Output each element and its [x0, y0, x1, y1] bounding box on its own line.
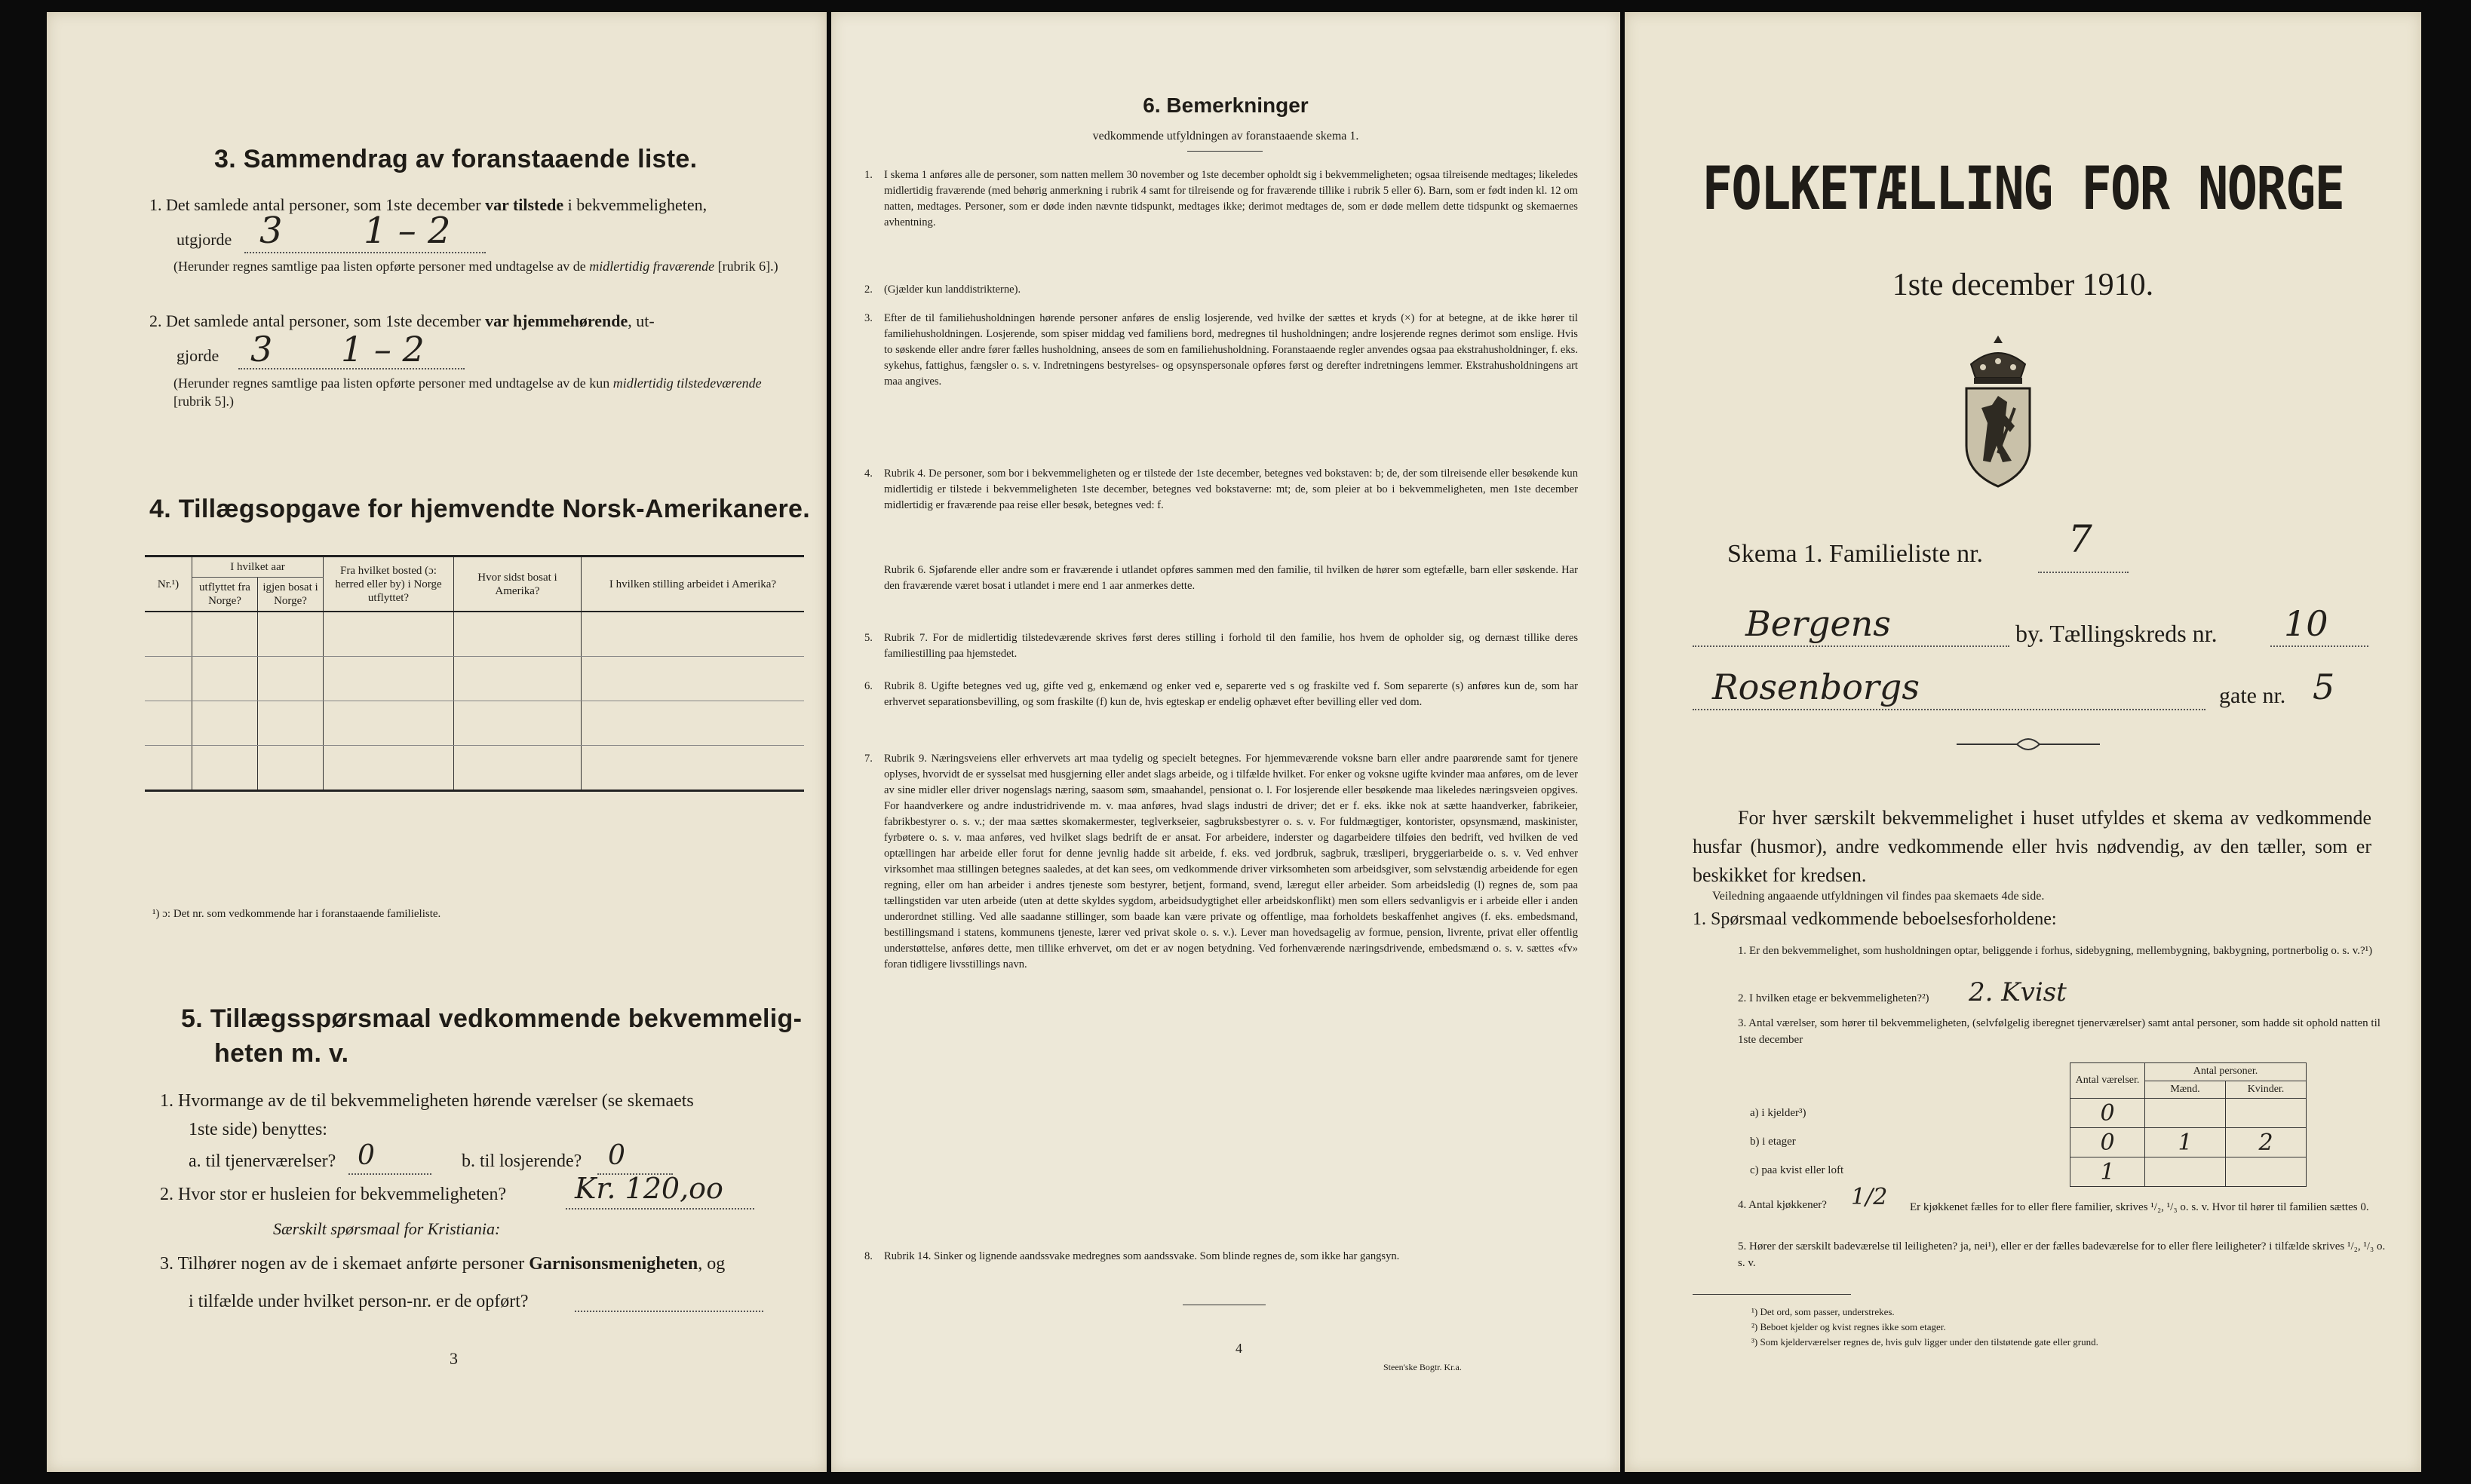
footnote-1: ¹) Det ord, som passer, understrekes. — [1751, 1306, 1895, 1317]
kreds-handwritten: 10 — [2284, 603, 2328, 644]
ornament-icon — [1957, 733, 2100, 756]
title-rule — [1187, 151, 1263, 152]
footnotes — [1751, 1305, 2098, 1350]
q1b-handwritten: 0 — [608, 1140, 625, 1171]
by-label: by. Tællingskreds nr. — [2015, 620, 2218, 647]
footnote-rule — [1693, 1294, 1851, 1295]
q2-etage: 2. I hvilken etage er bekvemmeligheten?²) — [1738, 992, 1929, 1004]
section-5-title-line-1: 5. Tillægsspørsmaal vedkommende bekvemmelig- — [181, 1004, 803, 1033]
q5-bath: 5. Hører der særskilt badeværelse til leiligheten? ja, nei¹), eller er der fælles badeværelse for to eller flere leiligheter? i tilfælde skrives ¹/₂, ¹/₃ o. s. v. — [1738, 1240, 2386, 1269]
item-2-handwritten-total: 3 — [250, 329, 273, 369]
q1a-label: a. til tjenerværelser? — [189, 1151, 336, 1171]
remark-6: 6. Rubrik 8. Ugifte betegnes ved ug, gifte ved g, enkemænd og enker ved e, separerte ved s og fraskilte ved f. Som separerte (s) anføres kun de, som har erhvervet separationsbevilling, og som fraskilte (f) kun de, hvis egteskap er endelig ophævet efter bevilling eller ved dom. — [864, 680, 1578, 708]
col-nr: Nr.¹) — [145, 556, 192, 612]
gate-dotted-line — [1693, 709, 2205, 710]
table-row: 1 — [2070, 1157, 2307, 1187]
section-3-item-1: 1. Det samlede antal personer, som 1ste december var tilstede i bekvemmeligheten, — [149, 195, 708, 214]
q2-label: 2. Hvor stor er husleien for bekvemmeligheten? — [160, 1185, 507, 1204]
bemerkninger-title: 6. Bemerkninger — [1143, 94, 1309, 117]
item-2-dotted-line — [238, 368, 465, 369]
remark-8: 8. Rubrik 14. Sinker og lignende aandssvake medregnes som aandssvake. Som blinde regnes de, som ikke har gangsyn. — [864, 1250, 1400, 1262]
occupancy-table — [2070, 1062, 2307, 1187]
by-dotted-line — [1693, 645, 2009, 647]
q1a-handwritten: 0 — [358, 1140, 375, 1171]
q1-line-2: 1ste side) benyttes: — [189, 1120, 327, 1139]
gate-handwritten: Rosenborgs — [1712, 667, 1920, 707]
item-1-note: (Herunder regnes samtlige paa listen opførte personer med undtagelse av de midlertidig fraværende [rubrik 6].) — [173, 259, 778, 274]
by-handwritten: Bergens — [1745, 603, 1891, 644]
q1a-dotted-line — [348, 1173, 431, 1175]
section-4-footnote: ¹) ɔ: Det nr. som vedkommende har i foranstaaende familieliste. — [152, 908, 441, 920]
intro-note: Veiledning angaaende utfyldningen vil findes paa skemaets 4de side. — [1712, 890, 2045, 903]
q2-handwritten: 2. Kvist — [1969, 977, 2067, 1007]
q1b-label: b. til losjerende? — [462, 1151, 582, 1171]
familieliste-handwritten: 7 — [2068, 517, 2092, 561]
row-b-label: b) i etager — [1750, 1136, 1796, 1148]
census-title: FOLKETÆLLING FOR NORGE — [1702, 155, 2344, 223]
page-4 — [831, 12, 1620, 1472]
page-number-3: 3 — [450, 1349, 458, 1368]
item-1-dotted-line — [244, 252, 486, 253]
col-women: Kvinder. — [2226, 1081, 2307, 1099]
item-1-handwritten-total: 3 — [259, 210, 283, 252]
kreds-dotted-line — [2270, 645, 2368, 647]
col-emigrated: utflyttet fra Norge? — [192, 578, 258, 612]
gate-nr-handwritten: 5 — [2313, 667, 2335, 707]
section-5-title-line-2: heten m. v. — [214, 1039, 349, 1068]
q3-line-1: 3. Tilhører nogen av de i skemaet anførte personer Garnisonsmenigheten, og — [160, 1254, 726, 1274]
row-c-label: c) paa kvist eller loft — [1750, 1164, 1844, 1176]
q4-rest: Er kjøkkenet fælles for to eller flere familier, skrives ¹/₂, ¹/₃ o. s. v. Hvor til hører til familien sættes 0. — [1910, 1201, 2369, 1213]
page-3 — [47, 12, 827, 1472]
remark-4-rubrik-6: Rubrik 6. Sjøfarende eller andre som er fraværende i utlandet opføres sammen med den familie, til hvilken de hører som egtefælle, barn eller søskende. Har den fraværende været bosat i utlandet i mere end 1 aar anmerkes dette. — [884, 564, 1578, 592]
item-2-handwritten-split: 1 – 2 — [341, 329, 425, 369]
footnote-2: ²) Beboet kjelder og kvist regnes ikke som etager. — [1751, 1321, 1946, 1332]
q4-handwritten: 1/2 — [1851, 1184, 1888, 1210]
item-2-line-2: gjorde — [176, 346, 219, 365]
q2-handwritten: Kr. 120,oo — [575, 1172, 723, 1205]
kristiania-heading: Særskilt spørsmaal for Kristiania: — [273, 1219, 501, 1238]
q1-line-1: 1. Hvormange av de til bekvemmeligheten hørende værelser (se skemaets — [160, 1091, 694, 1111]
item-1-line-2: utgjorde — [176, 230, 232, 249]
row-a-label: a) i kjelder³) — [1750, 1107, 1806, 1119]
table-row: 0 1 2 — [2070, 1128, 2307, 1157]
remark-5: 5. Rubrik 7. For de midlertidig tilstedeværende skrives først deres stilling i forhold til den familie, hos hvem de opholder sig, og dernæst tillike deres familiestilling paa hjemstedet. — [864, 632, 1578, 660]
familieliste-dotted-line — [2038, 572, 2129, 573]
col-returned: igjen bosat i Norge? — [258, 578, 324, 612]
printer-mark: Steen'ske Bogtr. Kr.a. — [1383, 1362, 1462, 1372]
item-2-note: (Herunder regnes samtlige paa listen opførte personer med undtagelse av de kun midlertidig tilstedeværende [rubrik 5].) — [173, 376, 762, 409]
norway-coat-of-arms-icon — [1945, 333, 2051, 491]
table-row — [145, 701, 804, 746]
norsk-amerikanere-table — [145, 555, 804, 792]
col-persons: Antal personer. — [2145, 1063, 2307, 1081]
table-row: 0 — [2070, 1099, 2307, 1128]
table-row — [145, 746, 804, 791]
beboelse-heading: 1. Spørsmaal vedkommende beboelsesforholdene: — [1693, 909, 2057, 929]
page-number-4: 4 — [1236, 1341, 1242, 1356]
bemerkninger-subtitle: vedkommende utfyldningen av foranstaaende skema 1. — [1092, 130, 1359, 143]
col-men: Mænd. — [2145, 1081, 2226, 1099]
table-row — [145, 657, 804, 701]
section-3-item-2: 2. Det samlede antal personer, som 1ste december var hjemmehørende, ut- — [149, 311, 655, 330]
q4-kitchens: 4. Antal kjøkkener? — [1738, 1199, 1827, 1211]
remark-1: 1. I skema 1 anføres alle de personer, som natten mellem 30 november og 1ste december opholdt sig i bekvemmeligheten; ogsaa tilreisende medtages; likeledes midlertidig fraværende (med behørig anmerkning i rubrik 4 samt for tilreisende og for fraværende tillike i rubrik 5 eller 6). Barn, som er født inden kl. 12 om natten, medtages. Personer, som er døde inden nævnte tidspunkt, medtages ikke; derimot medtages de, som er døde mellem dette tidspunkt og skemaernes avhentning. — [864, 169, 1578, 228]
col-last-america: Hvor sidst bosat i Amerika? — [454, 556, 582, 612]
col-rooms: Antal værelser. — [2070, 1063, 2145, 1099]
remark-3: 3. Efter de til familiehusholdningen hørende personer anføres de enslig losjerende, ved hvilke der sættes et kryds (×) for at betegne, at de ikke hører til familiehusholdningen. Losjerende, som spiser middag ved familiens bord, medregnes til husholdningen; andre losjerende regnes derimot som enslige. Hvis to søskende eller andre fører fælles husholdning, ansees de som en familiehusholdning. Foranstaaende regler anvendes ogsaa paa ekstrahusholdninger, f. eks. sykehus, fattighus, fængsler o. s. v. Indretningens bestyrelses- og opsynspersonale opføres først og derefter indretningens lemmer. Ekstrahusholdningens art maa angives. — [864, 312, 1578, 388]
table-row — [145, 612, 804, 657]
q3-dotted-line — [575, 1311, 763, 1312]
page-1-cover — [1625, 12, 2421, 1472]
footnote-3: ³) Som kjelderværelser regnes de, hvis gulv ligger under den tilstøtende gate eller grund. — [1751, 1336, 2098, 1348]
q2-dotted-line — [566, 1208, 754, 1210]
q1-location: 1. Er den bekvemmelighet, som husholdningen optar, beliggende i forhus, sidebygning, mellembygning, bakbygning, portnerbolig o. s. v.?¹) — [1738, 945, 2373, 957]
item-1-handwritten-split: 1 – 2 — [364, 210, 451, 252]
col-position-america: I hvilken stilling arbeidet i Amerika? — [582, 556, 805, 612]
skema-label: Skema 1. Familieliste nr. — [1727, 540, 1984, 568]
col-group-year: I hvilket aar — [192, 556, 324, 578]
q3-rooms: 3. Antal værelser, som hører til bekvemmeligheten, (selvfølgelig iberegnet tjenerværelser) samt antal personer, som hadde sit ophold natten til 1ste december — [1738, 1017, 2380, 1046]
col-from-place: Fra hvilket bosted (ɔ: herred eller by) i Norge utflyttet? — [324, 556, 454, 612]
gate-label: gate nr. — [2219, 683, 2286, 708]
section-4-title: 4. Tillægsopgave for hjemvendte Norsk-Amerikanere. — [149, 495, 810, 523]
section-3-title: 3. Sammendrag av foranstaaende liste. — [214, 145, 698, 173]
intro-text: For hver særskilt bekvemmelighet i huset utfyldes et skema av vedkommende husfar (husmor), andre vedkommende eller hvis nødvendig, av den tæller, som er beskikket for kredsen. — [1693, 807, 2371, 886]
remark-7: 7. Rubrik 9. Næringsveiens eller erhvervets art maa tydelig og specielt betegnes. For hjemmeværende voksne barn eller andre paarørende samt for tjenere oplyses, hvorvidt de er sysselsat med husgjerning eller andet slags arbeide, og i tilfælde hvilket. For enker og voksne ugifte kvinder maa anføres, om de lever av sine midler eller driver nogenslags næring, saasom søm, smaahandel, pensionat o. l. For losjerende eller besøkende maa likeledes næringsveien opgives. For haandverkere og andre industridrivende m. v. maa anføres, hvad slags industri de driver; det er f. eks. ikke nok at sætte haandverker, fabrikeier, fabrikbestyrer o. s. v.; der maa sættes skomakermester, teglverkseier, sagbruksbestyrer o. s. v. For fuldmægtiger, kontorister, opsynsmænd, maskinister, fyrbøtere o. s. v. maa anføres, ved hvilket slags bedrift de er ansat. For arbeidere, inderster og dagarbeidere tilføies den bedrift, ved hvilken de ved optællingen har arbeide eller forut for denne jevnlig hadde sit arbeide, f. eks. ved jordbruk, sagbruk, træsliperi, bryggeriarbeide o. s. v. Ved enhver virksomhet maa stillingen betegnes saaledes, at det kan sees, om vedkommende driver virksomheten som arbeidsgiver, som selvstændig arbeidende for egen regning, eller om han arbeider i andres tjeneste som bestyrer, betjent, formand, svend, læregut eller arbeider. Som arbeidsledig (l) regnes de, som paa tællingstiden var uten arbeide (uten at dette skyldes sygdom, arbeidsudygtighet eller arbeidskonflikt) men som ellers sedvanligvis er i arbeide eller i anden underordnet stilling. Ved alle saadanne stillinger, som baade kan være private og offentlige, maa forholdets beskaffenhet angives (f. eks. embedsmand, bestillingsmand i statens, kommunens tjeneste, lærer ved privat skole o. s. v.). Lever man hovedsagelig av formue, pension, livrente, privat eller offentlig understøttelse, anføres dette, men tillike erhvervet, om det er av nogen betydning. Ved forhenværende næringsdrivende, embedsmænd o. s. v. sættes «fv» foran tidligere livsstillings navn. — [864, 753, 1578, 970]
remark-4: 4. Rubrik 4. De personer, som bor i bekvemmeligheten og er tilstede der 1ste december, betegnes ved bokstaven: b; de, der som tilreisende eller besøkende kun midlertidig er tilstede i bekvemmeligheten 1ste december, betegnes ved bokstaverne: mt; de, som pleier at bo i bekvemmeligheten, men 1ste december midlertidig er fraværende paa reise eller besøk, betegnes ved: f. — [864, 468, 1578, 511]
remark-2: 2. (Gjælder kun landdistrikterne). — [864, 284, 1021, 296]
q3-line-2: i tilfælde under hvilket person-nr. er de opført? — [189, 1292, 529, 1311]
census-date: 1ste december 1910. — [1892, 268, 2154, 302]
